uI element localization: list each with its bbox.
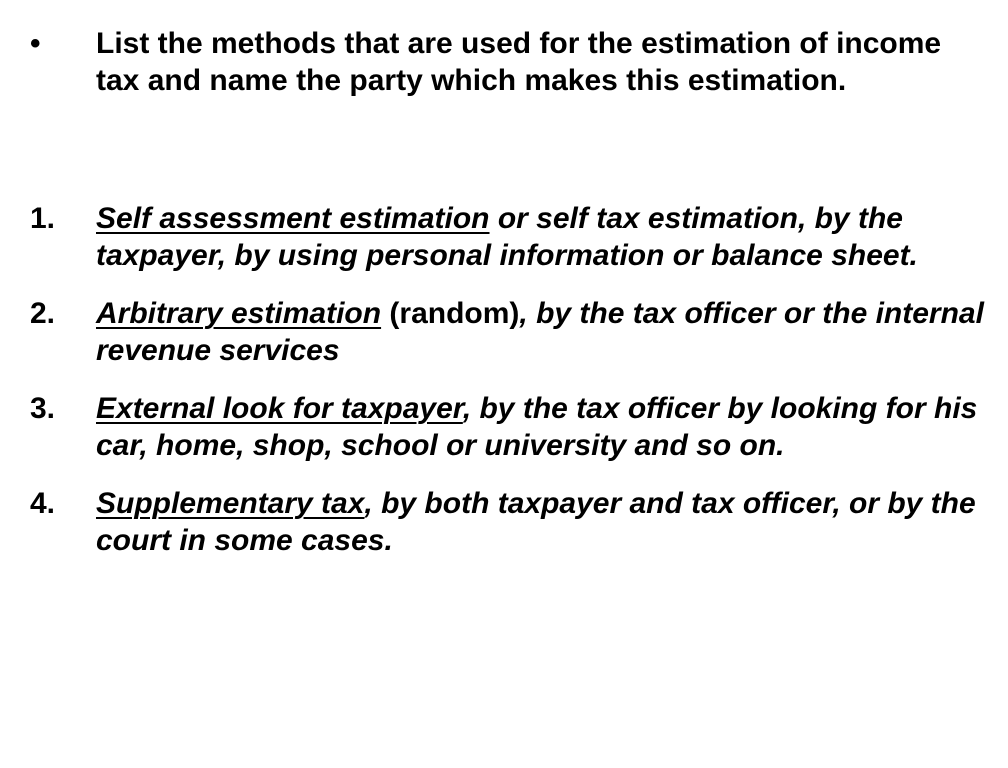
method-note: (random) xyxy=(381,297,520,330)
method-description: , by the tax officer by looking for his car, home, shop, school or university and so on. xyxy=(96,392,978,462)
method-item-2 xyxy=(30,295,995,369)
method-description: , by both taxpayer and tax officer, or by the court in some cases. xyxy=(96,487,976,557)
method-description: or self tax estimation, by the taxpayer, by using personal information or balance sheet. xyxy=(96,202,918,272)
question-text: List the methods that are used for the estimation of income tax and name the party which makes this estimation. xyxy=(96,27,942,97)
bullet-icon: • xyxy=(30,27,41,60)
question-bullet-item xyxy=(30,25,990,99)
method-number: 4. xyxy=(30,487,56,520)
methods-list xyxy=(30,200,995,580)
method-term: Supplementary tax xyxy=(96,487,365,520)
method-term: External look for taxpayer xyxy=(96,392,463,425)
method-text xyxy=(96,200,995,274)
method-text xyxy=(96,390,995,464)
method-item-3 xyxy=(30,390,995,464)
method-number: 2. xyxy=(30,297,56,330)
method-term: Arbitrary estimation xyxy=(96,297,382,330)
method-number: 3. xyxy=(30,392,56,425)
method-item-4 xyxy=(30,485,995,559)
method-item-1 xyxy=(30,200,995,274)
method-text xyxy=(96,295,995,369)
method-text xyxy=(96,485,995,559)
method-description: , by the tax officer or the internal revenue services xyxy=(96,297,984,367)
method-term: Self assessment estimation xyxy=(96,202,490,235)
method-number: 1. xyxy=(30,202,56,235)
